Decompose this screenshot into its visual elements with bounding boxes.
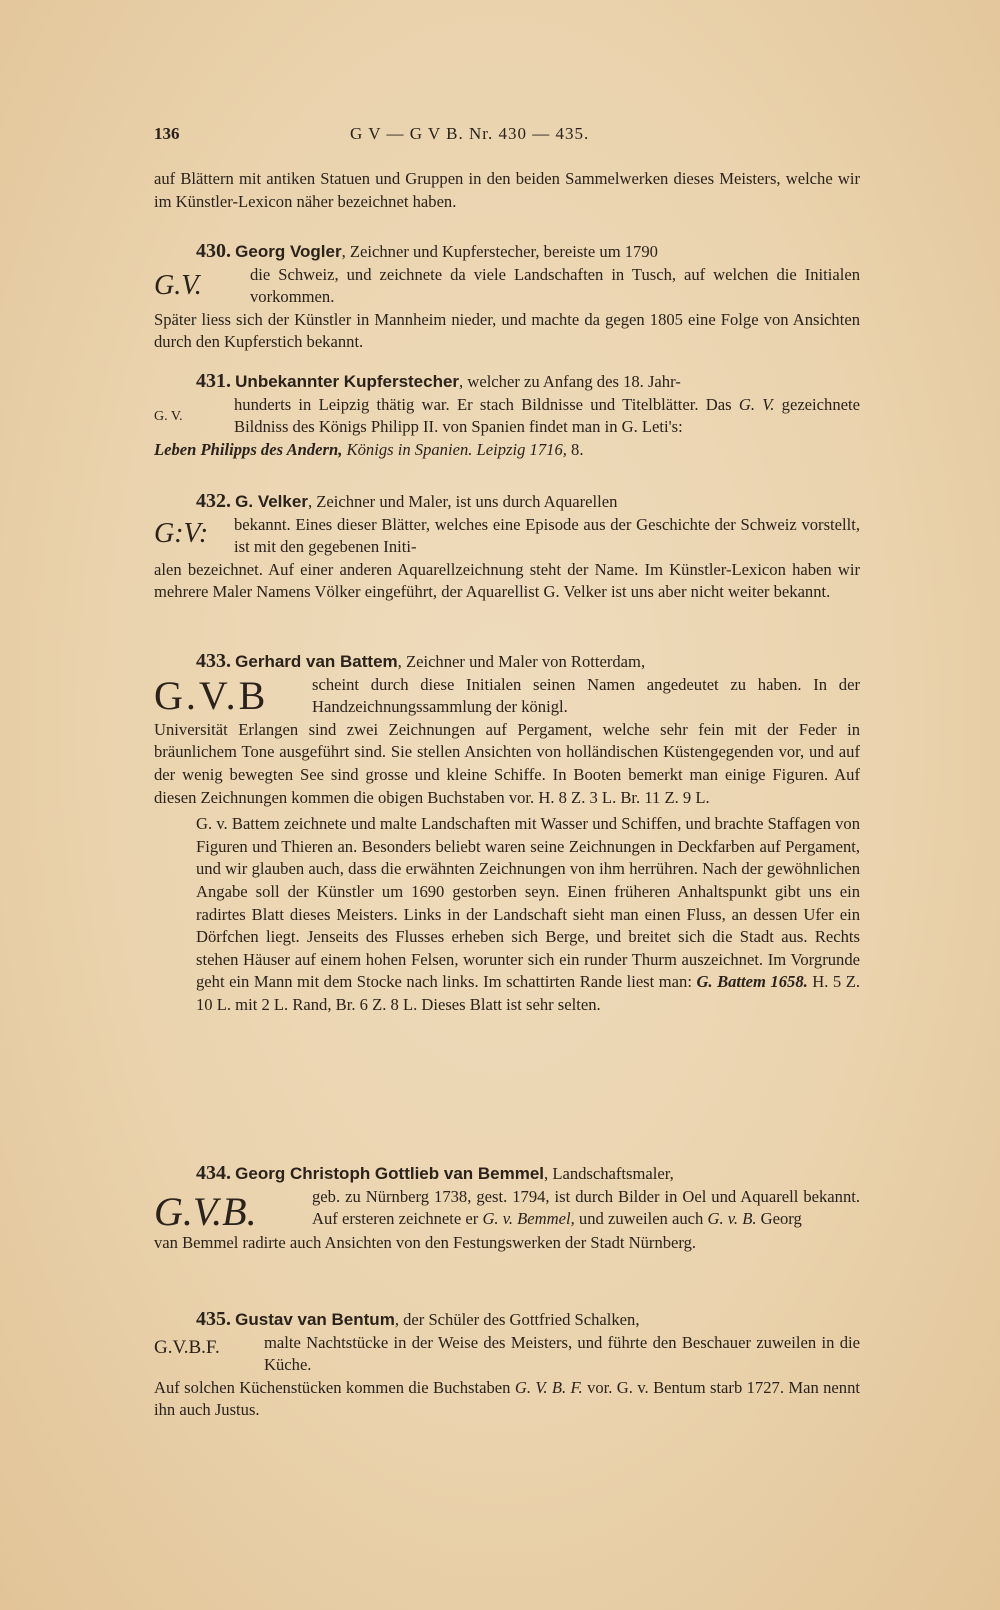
intro-text: auf Blättern mit antiken Statuen und Gruppen in den beiden Sammelwerken dieses Meisters, welche wir im Künstler-Lexicon näher bezeichnet haben. [154,169,860,211]
entry-text: 8. [571,439,584,459]
entry-text: die Schweiz, und zeichnete da viele Landschaften in Tusch, auf welchen die Initialen vorkommen. [250,264,860,307]
book-imprint: Königs in Spanien. Leipzig 1716, [346,439,567,459]
entry-432-body [154,514,860,559]
entry-text: , Landschaftsmaler, [544,1164,674,1183]
entry-433-paragraph-2 [154,813,860,1016]
entry-435-continuation [154,1377,860,1422]
entry-text: , Zeichner und Maler von Rotterdam, [397,652,646,671]
entry-text: Universität Erlangen sind zwei Zeichnungen auf Pergament, welche sehr fein mit der Feder in bräunlichem Tone ausgeführt sind. Sie stellen Ansichten von holländischen Küstengegenden vor, und auf der wenig bewegten See sind grosse und kleine Schiffe. In Booten bemerkt man einige Figuren. Auf diesen Zeichnungen kommen die obigen Buchstaben vor. H. 8 Z. 3 L. Br. 11 Z. 9 L. [154,719,860,807]
artist-name: Unbekannter Kupferstecher [235,372,460,391]
monogram-reference: G. V. B. F. [514,1377,583,1397]
entry-text: van Bemmel radirte auch Ansichten von den Festungswerken der Stadt Nürnberg. [154,1232,697,1252]
entry-432-continuation [154,559,860,604]
entry-430-body [154,264,860,309]
monogram-reference: G. V. [738,394,775,414]
monogram-g-v: G. V. [154,408,183,424]
entry-text: und zuweilen auch [578,1209,704,1229]
running-head [154,124,860,150]
entry-430-heading [154,240,860,264]
entry-431-heading [154,370,860,394]
inscription: G. Battem 1658. [696,972,808,992]
entry-431 [154,370,860,461]
entry-text: G. v. Battem zeichnete und malte Landschaften mit Wasser und Schiffen, und brachte Staffagen von Figuren und Thieren an. Besonders beliebt waren seine Zeichnungen in Deckfarben auf Pergament, und wir glauben auch, dass die erwähnten Zeichnungen von ihm herrühren. Nach der gewöhnlichen Angabe soll der Künstler um 1690 gestorben seyn. Einen früheren Anhaltspunkt gibt uns ein radirtes Blatt dieses Meisters. Links in der Landschaft sieht man einen Fluss, an dessen Ufer ein Dörfchen liegt. Jenseits des Flusses erheben sich Berge, und breitet sich die Stadt aus. Rechts stehen Häuser auf einem hohen Felsen, worunter sich ein runder Thurm auszeichnet. Im Vorgrunde geht ein Mann mit dem Stocke nach links. Im schattirten Rande liest man: [196,814,860,992]
entry-434-heading [154,1162,860,1186]
entry-text: scheint durch diese Initialen seinen Namen angedeutet zu haben. In der Handzeichnungssammlung der königl. [312,674,860,717]
monogram-g-colon-v: G:V: [154,517,209,549]
entry-430 [154,240,860,354]
entry-text: gezeichnete Bildniss des Königs Philipp II. von Spanien findet man in G. Leti's: [234,394,860,437]
entry-435-body [154,1332,860,1377]
entry-434 [154,1162,860,1254]
running-title: G V — G V B. Nr. 430 — 435. [350,124,590,143]
entry-435 [154,1308,860,1422]
entry-433-heading [154,650,860,674]
entry-text: Später liess sich der Künstler in Mannheim nieder, und machte da gegen 1805 eine Folge von Ansichten durch den Kupferstich bekannt. [154,309,860,352]
entry-433-continuation [154,719,860,809]
entry-text: bekannt. Eines dieser Blätter, welches eine Episode aus der Geschichte der Schweiz vorstellt, ist mit den gegebenen Initi- [234,514,860,557]
entry-431-body [154,394,860,439]
signature-form: G. v. B. [707,1209,757,1229]
entry-number: 431. [196,370,231,392]
entry-number: 434. [196,1162,231,1184]
entry-text: H. 5 Z. 10 L. mit 2 L. Rand, Br. 6 Z. 8 L. Dieses Blatt ist sehr selten. [196,972,860,1014]
entry-435-heading [154,1308,860,1332]
artist-name: Gustav van Bentum [235,1310,395,1329]
entry-430-continuation [154,309,860,354]
entry-432-heading [154,490,860,514]
monogram-gvb-italic: G.V.B. [154,1188,257,1234]
entry-434-continuation [154,1232,860,1255]
monogram-gv: G.V. [154,269,202,301]
artist-name: G. Velker [235,492,308,511]
intro-paragraph [154,168,860,213]
entry-number: 435. [196,1308,231,1330]
entry-432 [154,490,860,604]
monogram-gvbf: G.V.B.F. [154,1336,220,1358]
entry-text: alen bezeichnet. Auf einer anderen Aquarellzeichnung steht der Name. Im Künstler-Lexicon haben wir mehrere Maler Namens Völker eingeführt, der Aquarellist G. Velker ist uns aber nicht weiter bekannt. [154,559,860,602]
page-number: 136 [154,124,180,143]
artist-name: Gerhard van Battem [235,652,398,671]
entry-text: vor. G. v. Bentum starb 1727. Man nennt ihn auch Justus. [154,1377,861,1420]
entry-text: hunderts in Leipzig thätig war. Er stach Bildnisse und Titelblätter. Das [234,394,732,414]
entry-text: Georg [760,1209,802,1229]
entry-text: , Zeichner und Maler, ist uns durch Aquarellen [307,492,618,511]
entry-text: , der Schüler des Gottfried Schalken, [394,1310,640,1329]
entry-text: Auf solchen Küchenstücken kommen die Buchstaben [154,1377,511,1397]
entry-433 [154,650,860,1017]
entry-number: 430. [196,240,231,262]
entry-text: , Zeichner und Kupferstecher, bereiste um 1790 [341,242,658,261]
artist-name: Georg Vogler [235,242,342,261]
entry-number: 432. [196,490,231,512]
artist-name: Georg Christoph Gottlieb van Bemmel [235,1164,545,1183]
entry-number: 433. [196,650,231,672]
entry-433-body [154,674,860,719]
entry-434-body [154,1186,860,1232]
book-title: Leben Philipps des Andern, [154,439,343,459]
entry-431-continuation [154,439,860,462]
entry-text: , welcher zu Anfang des 18. Jahr- [459,372,681,391]
entry-text: geb. zu Nürnberg 1738, gest. 1794, ist durch Bilder in Oel und Aquarell bekannt. Auf ersteren zeichnete er [312,1186,860,1229]
monogram-gvb: G.V.B [154,672,269,718]
signature-form: G. v. Bemmel, [482,1209,575,1229]
entry-text: malte Nachtstücke in der Weise des Meisters, und führte den Beschauer zuweilen in die Küche. [264,1332,860,1375]
